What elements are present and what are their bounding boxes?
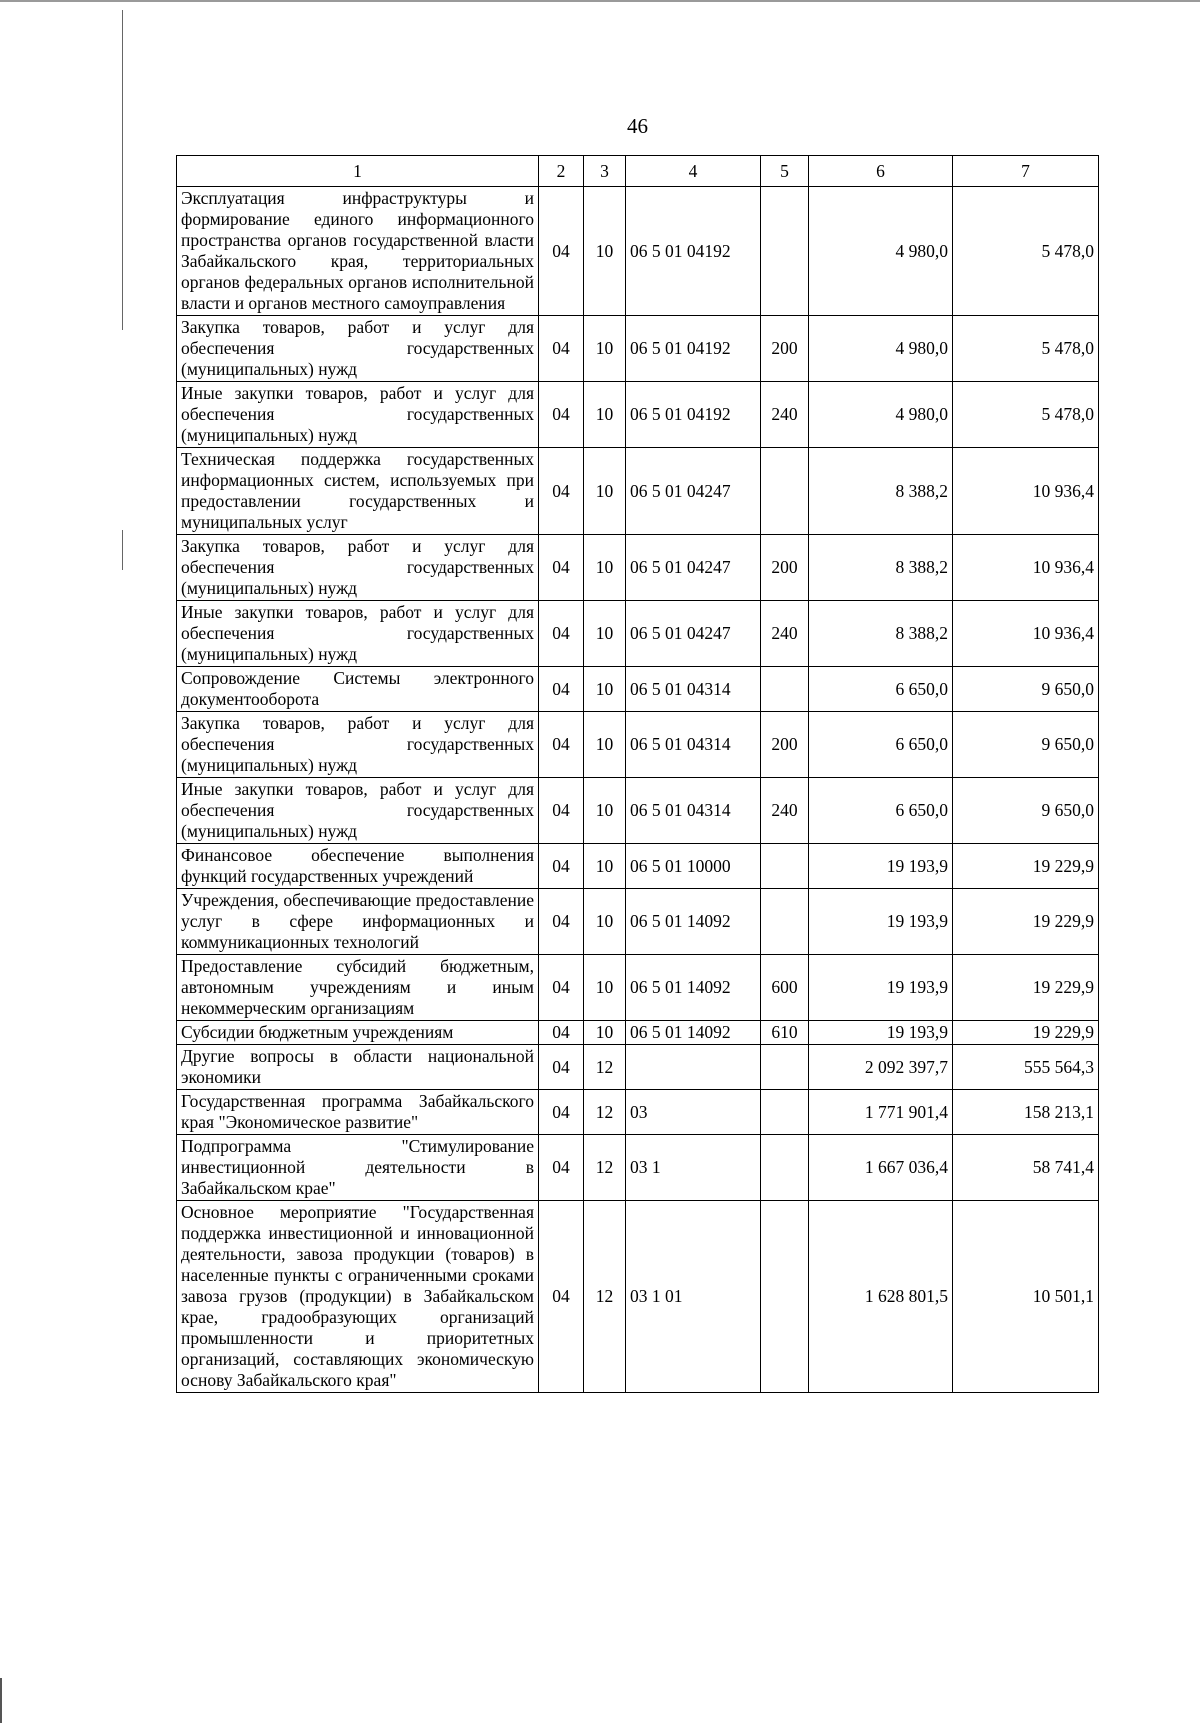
subsection-code-cell: 10: [584, 889, 626, 955]
expense-type-cell: [761, 1135, 809, 1201]
item-name-cell: Финансовое обеспечение выполнения функций государственных учреждений: [177, 844, 539, 889]
subsection-code-cell: 10: [584, 187, 626, 316]
target-article-cell: 06 5 01 04314: [626, 778, 761, 844]
item-name-cell: Другие вопросы в области национальной экономики: [177, 1045, 539, 1090]
table-row: [177, 1021, 1099, 1045]
column-header: 7: [953, 156, 1099, 187]
amount-year2-cell: 5 478,0: [953, 187, 1099, 316]
amount-year2-cell: 10 936,4: [953, 535, 1099, 601]
expense-type-cell: [761, 187, 809, 316]
target-article-cell: 06 5 01 14092: [626, 889, 761, 955]
table-row: [177, 889, 1099, 955]
item-name-cell: Предоставление субсидий бюджетным, автономным учреждениям и иным некоммерческим организациям: [177, 955, 539, 1021]
target-article-cell: 06 5 01 04192: [626, 316, 761, 382]
expense-type-cell: [761, 448, 809, 535]
item-name-cell: Подпрограмма "Стимулирование инвестиционной деятельности в Забайкальском крае": [177, 1135, 539, 1201]
target-article-cell: 06 5 01 04192: [626, 187, 761, 316]
item-name-cell: Основное мероприятие "Государственная поддержка инвестиционной и инновационной деятельности, завоза продукции (товаров) в населенные пункты с ограниченными сроками завоза грузов (продукции) в Забайкальском крае, градообразующих организаций промышленности и приоритетных организаций, составляющих экономическую основу Забайкальского края": [177, 1201, 539, 1393]
subsection-code-cell: 10: [584, 448, 626, 535]
column-header: 3: [584, 156, 626, 187]
item-name-cell: Иные закупки товаров, работ и услуг для обеспечения государственных (муниципальных) нужд: [177, 382, 539, 448]
amount-year2-cell: 5 478,0: [953, 382, 1099, 448]
subsection-code-cell: 10: [584, 844, 626, 889]
table-row: [177, 1135, 1099, 1201]
item-name-cell: Закупка товаров, работ и услуг для обеспечения государственных (муниципальных) нужд: [177, 712, 539, 778]
target-article-cell: 06 5 01 04192: [626, 382, 761, 448]
expense-type-cell: [761, 844, 809, 889]
amount-year2-cell: 10 936,4: [953, 448, 1099, 535]
item-name-cell: Сопровождение Системы электронного документооборота: [177, 667, 539, 712]
expense-type-cell: 200: [761, 316, 809, 382]
table-row: [177, 844, 1099, 889]
amount-year1-cell: 4 980,0: [809, 187, 953, 316]
subsection-code-cell: 10: [584, 535, 626, 601]
amount-year1-cell: 6 650,0: [809, 712, 953, 778]
table-row: [177, 955, 1099, 1021]
item-name-cell: Техническая поддержка государственных информационных систем, используемых при предоставлении государственных и муниципальных услуг: [177, 448, 539, 535]
section-code-cell: 04: [539, 712, 584, 778]
target-article-cell: 06 5 01 04247: [626, 601, 761, 667]
expense-type-cell: [761, 1045, 809, 1090]
table-row: [177, 778, 1099, 844]
amount-year1-cell: 8 388,2: [809, 601, 953, 667]
amount-year2-cell: 9 650,0: [953, 778, 1099, 844]
table-row: [177, 1045, 1099, 1090]
amount-year1-cell: 1 628 801,5: [809, 1201, 953, 1393]
item-name-cell: Государственная программа Забайкальского края "Экономическое развитие": [177, 1090, 539, 1135]
section-code-cell: 04: [539, 955, 584, 1021]
expense-type-cell: 200: [761, 535, 809, 601]
table-row: [177, 187, 1099, 316]
item-name-cell: Закупка товаров, работ и услуг для обеспечения государственных (муниципальных) нужд: [177, 316, 539, 382]
expense-type-cell: [761, 1201, 809, 1393]
header-row: [177, 156, 1099, 187]
subsection-code-cell: 10: [584, 601, 626, 667]
subsection-code-cell: 10: [584, 1021, 626, 1045]
target-article-cell: 06 5 01 14092: [626, 955, 761, 1021]
section-code-cell: 04: [539, 187, 584, 316]
table-row: [177, 448, 1099, 535]
section-code-cell: 04: [539, 778, 584, 844]
table-row: [177, 1201, 1099, 1393]
expense-type-cell: [761, 889, 809, 955]
item-name-cell: Иные закупки товаров, работ и услуг для обеспечения государственных (муниципальных) нужд: [177, 778, 539, 844]
section-code-cell: 04: [539, 1045, 584, 1090]
amount-year1-cell: 2 092 397,7: [809, 1045, 953, 1090]
scan-top-edge: [0, 0, 1200, 2]
scan-margin-line: [122, 10, 123, 330]
section-code-cell: 04: [539, 1090, 584, 1135]
section-code-cell: 04: [539, 601, 584, 667]
page-number: 46: [627, 114, 648, 138]
amount-year1-cell: 19 193,9: [809, 889, 953, 955]
section-code-cell: 04: [539, 535, 584, 601]
column-header: 2: [539, 156, 584, 187]
item-name-cell: Иные закупки товаров, работ и услуг для обеспечения государственных (муниципальных) нужд: [177, 601, 539, 667]
amount-year2-cell: 9 650,0: [953, 712, 1099, 778]
amount-year1-cell: 8 388,2: [809, 535, 953, 601]
amount-year2-cell: 555 564,3: [953, 1045, 1099, 1090]
subsection-code-cell: 12: [584, 1090, 626, 1135]
subsection-code-cell: 10: [584, 955, 626, 1021]
amount-year1-cell: 1 667 036,4: [809, 1135, 953, 1201]
section-code-cell: 04: [539, 667, 584, 712]
target-article-cell: [626, 1045, 761, 1090]
expense-type-cell: 200: [761, 712, 809, 778]
amount-year2-cell: 10 936,4: [953, 601, 1099, 667]
section-code-cell: 04: [539, 448, 584, 535]
amount-year1-cell: 6 650,0: [809, 778, 953, 844]
target-article-cell: 06 5 01 04247: [626, 448, 761, 535]
amount-year1-cell: 19 193,9: [809, 955, 953, 1021]
amount-year2-cell: 10 501,1: [953, 1201, 1099, 1393]
amount-year1-cell: 19 193,9: [809, 844, 953, 889]
amount-year1-cell: 8 388,2: [809, 448, 953, 535]
amount-year1-cell: 6 650,0: [809, 667, 953, 712]
subsection-code-cell: 10: [584, 667, 626, 712]
amount-year1-cell: 4 980,0: [809, 382, 953, 448]
subsection-code-cell: 10: [584, 316, 626, 382]
column-header: 1: [177, 156, 539, 187]
section-code-cell: 04: [539, 1201, 584, 1393]
table-row: [177, 382, 1099, 448]
column-header: 5: [761, 156, 809, 187]
section-code-cell: 04: [539, 1021, 584, 1045]
item-name-cell: Эксплуатация инфраструктуры и формирование единого информационного пространства органов государственной власти Забайкальского края, территориальных органов федеральных органов исполнительной власти и органов местного самоуправления: [177, 187, 539, 316]
expense-type-cell: [761, 667, 809, 712]
target-article-cell: 03 1 01: [626, 1201, 761, 1393]
expense-type-cell: 240: [761, 778, 809, 844]
target-article-cell: 06 5 01 04314: [626, 667, 761, 712]
table-row: [177, 712, 1099, 778]
amount-year2-cell: 19 229,9: [953, 955, 1099, 1021]
item-name-cell: Субсидии бюджетным учреждениям: [177, 1021, 539, 1045]
expense-type-cell: [761, 1090, 809, 1135]
amount-year2-cell: 19 229,9: [953, 1021, 1099, 1045]
section-code-cell: 04: [539, 889, 584, 955]
amount-year1-cell: 19 193,9: [809, 1021, 953, 1045]
expense-type-cell: 240: [761, 382, 809, 448]
amount-year1-cell: 4 980,0: [809, 316, 953, 382]
amount-year2-cell: 9 650,0: [953, 667, 1099, 712]
subsection-code-cell: 12: [584, 1201, 626, 1393]
subsection-code-cell: 12: [584, 1045, 626, 1090]
amount-year2-cell: 19 229,9: [953, 889, 1099, 955]
table-row: [177, 535, 1099, 601]
table-row: [177, 316, 1099, 382]
item-name-cell: Закупка товаров, работ и услуг для обеспечения государственных (муниципальных) нужд: [177, 535, 539, 601]
subsection-code-cell: 10: [584, 382, 626, 448]
target-article-cell: 06 5 01 04314: [626, 712, 761, 778]
scan-left-edge: [0, 1678, 2, 1723]
target-article-cell: 06 5 01 04247: [626, 535, 761, 601]
section-code-cell: 04: [539, 382, 584, 448]
amount-year2-cell: 58 741,4: [953, 1135, 1099, 1201]
section-code-cell: 04: [539, 316, 584, 382]
subsection-code-cell: 10: [584, 712, 626, 778]
amount-year2-cell: 5 478,0: [953, 316, 1099, 382]
section-code-cell: 04: [539, 1135, 584, 1201]
section-code-cell: 04: [539, 844, 584, 889]
expense-type-cell: 240: [761, 601, 809, 667]
table-row: [177, 667, 1099, 712]
table-row: [177, 601, 1099, 667]
amount-year2-cell: 158 213,1: [953, 1090, 1099, 1135]
target-article-cell: 06 5 01 10000: [626, 844, 761, 889]
amount-year2-cell: 19 229,9: [953, 844, 1099, 889]
amount-year1-cell: 1 771 901,4: [809, 1090, 953, 1135]
table-row: [177, 1090, 1099, 1135]
budget-table: [176, 155, 1099, 1393]
subsection-code-cell: 12: [584, 1135, 626, 1201]
expense-type-cell: 610: [761, 1021, 809, 1045]
target-article-cell: 03 1: [626, 1135, 761, 1201]
target-article-cell: 06 5 01 14092: [626, 1021, 761, 1045]
scan-margin-line: [122, 530, 123, 570]
column-header: 6: [809, 156, 953, 187]
target-article-cell: 03: [626, 1090, 761, 1135]
expense-type-cell: 600: [761, 955, 809, 1021]
subsection-code-cell: 10: [584, 778, 626, 844]
item-name-cell: Учреждения, обеспечивающие предоставление услуг в сфере информационных и коммуникационных технологий: [177, 889, 539, 955]
column-header: 4: [626, 156, 761, 187]
